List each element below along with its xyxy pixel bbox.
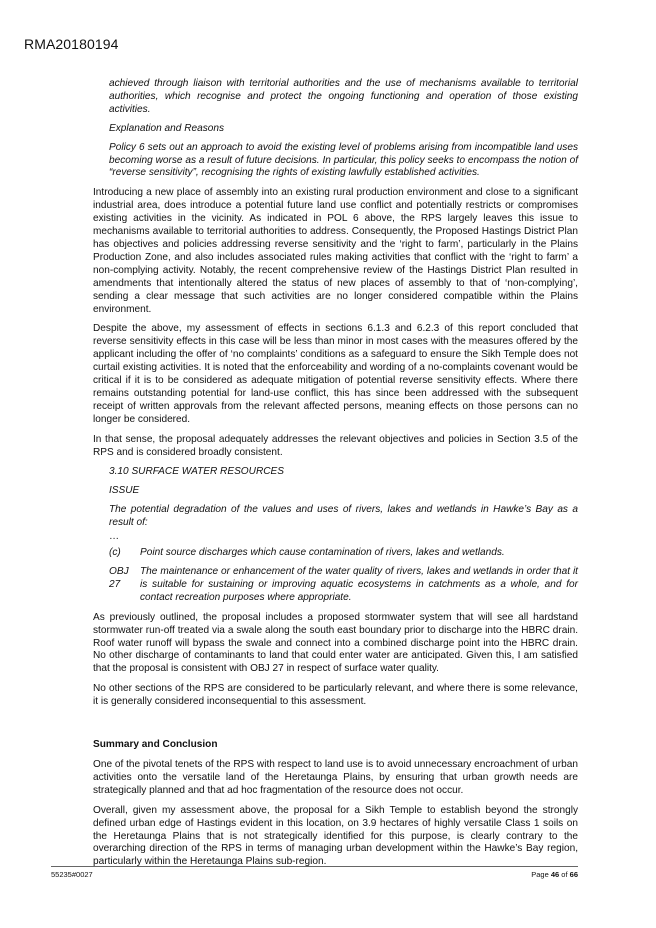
explanation-heading: Explanation and Reasons bbox=[109, 122, 225, 134]
page-number bbox=[531, 870, 578, 879]
policy-text: achieved through liaison with territorial authorities and the use of mechanisms available to territorial authorities, which recognise and protect the ongoing functioning and operation of those existing activities. bbox=[109, 78, 578, 115]
paragraph: In that sense, the proposal adequately addresses the relevant objectives and policies in Section 3.5 of the RPS and is considered broadly consistent. bbox=[93, 433, 578, 458]
paragraph: As previously outlined, the proposal includes a proposed stormwater system that will see all hardstand stormwater run-off treated via a swale along the south east boundary prior to discharge into the HBRC drain. Roof water runoff will bypass the swale and connect into a combined discharge point into the HBRC drain. No other discharge of contaminants to land that could enter water are anticipated. Given this, I am satisfied that the proposal is consistent with OBJ 27 in respect of surface water quality. bbox=[93, 611, 578, 675]
page-label: Page bbox=[531, 870, 549, 879]
paragraph: Despite the above, my assessment of effects in sections 6.1.3 and 6.2.3 of this report concluded that reverse sensitivity effects in this case will be less than minor in most cases with the measures offered by the applicant including the offer of ‘no complaints’ conditions as a safeguard to ensure the Sikh Temple does not curtail existing activities. It is noted that the enforceability and wording of a no-complaints covenant would be critical if it is to be considered as adequate mitigation of potential reverse sensitivity effects. Where there remains outstanding potential for land-use conflict, this has since been addressed with the subsequent receipt of written approvals from the relevant affected persons, meaning effects on those persons can no longer be considered. bbox=[93, 323, 578, 425]
page-total: 66 bbox=[569, 870, 578, 879]
objective-27 bbox=[109, 566, 578, 605]
paragraph: No other sections of the RPS are considered to be particularly relevant, and where there is some relevance, it is generally considered inconsequential to this assessment. bbox=[93, 683, 578, 708]
page-current: 46 bbox=[550, 870, 560, 879]
paragraph: Overall, given my assessment above, the proposal for a Sikh Temple to establish beyond the strongly defined urban edge of Hastings evident in this location, on 3.9 hectares of highly versatile Class 1 soils on the Heretaunga Plains that is not strategically identified for this purpose, is clearly contrary to the overarching direction of the RPS in terms of managing urban development within the Hawke’s Bay region, particularly within the Heretaunga Plains sub-region. bbox=[93, 804, 578, 868]
list-item-c bbox=[109, 547, 578, 560]
list-item-text: Point source discharges which cause contamination of rivers, lakes and wetlands. bbox=[140, 547, 505, 559]
issue-heading: ISSUE bbox=[109, 485, 140, 497]
section-heading-surface-water: 3.10 SURFACE WATER RESOURCES bbox=[109, 466, 284, 478]
objective-label: OBJ 27 bbox=[109, 566, 129, 590]
footer-doc-id: 55235#0027 bbox=[51, 870, 93, 879]
ellipsis: … bbox=[109, 531, 120, 543]
paragraph: One of the pivotal tenets of the RPS with respect to land use is to avoid unnecessary encroachment of urban activities onto the versatile land of the Heretaunga Plains, by ensuring that urban growth needs are strategically planned and that ad hoc fragmentation of the resource does not occur. bbox=[93, 758, 578, 796]
explanation-text: Policy 6 sets out an approach to avoid the existing level of problems arising from incompatible land uses becoming worse as a result of future decisions. In particular, this policy seeks to encompass the notion of “reverse sensitivity”, recognising the rights of existing lawfully established activities. bbox=[109, 141, 578, 179]
summary-heading: Summary and Conclusion bbox=[93, 739, 218, 751]
page-body bbox=[93, 78, 578, 869]
objective-text: The maintenance or enhancement of the water quality of rivers, lakes and wetlands in order that it is suitable for sustaining or improving aquatic ecosystems in catchments as a whole, and for contact recreation purposes where appropriate. bbox=[140, 566, 578, 603]
paragraph: Introducing a new place of assembly into an existing rural production environment and close to a significant industrial area, does introduce a potential future land use conflict and potentially restricts or compromises existing activities in the vicinity. As indicated in POL 6 above, the RPS largely leaves this issue to mechanisms available to territorial authorities to address. Consequently, the Proposed Hastings District Plan has objectives and policies addressing reverse sensitivity and the ‘right to farm’, particularly in the Plains Production Zone, and also includes associated rules making activities that conflict with the ‘right to farm’ a non-complying activity. Notably, the recent comprehensive review of the Hastings District Plan resulted in amendments that intentionally altered the status of new places of assembly to that of ‘non-complying’, sending a clear message that such activities are no longer considered compatible within the Plains environment. bbox=[93, 187, 578, 315]
document-reference: RMA20180194 bbox=[24, 36, 119, 52]
list-item-label: (c) bbox=[109, 547, 121, 559]
page-of-label: of bbox=[561, 870, 568, 879]
issue-text: The potential degradation of the values and uses of rivers, lakes and wetlands in Hawke’s Bay as a result of: bbox=[109, 504, 578, 529]
footer-divider bbox=[51, 866, 578, 867]
